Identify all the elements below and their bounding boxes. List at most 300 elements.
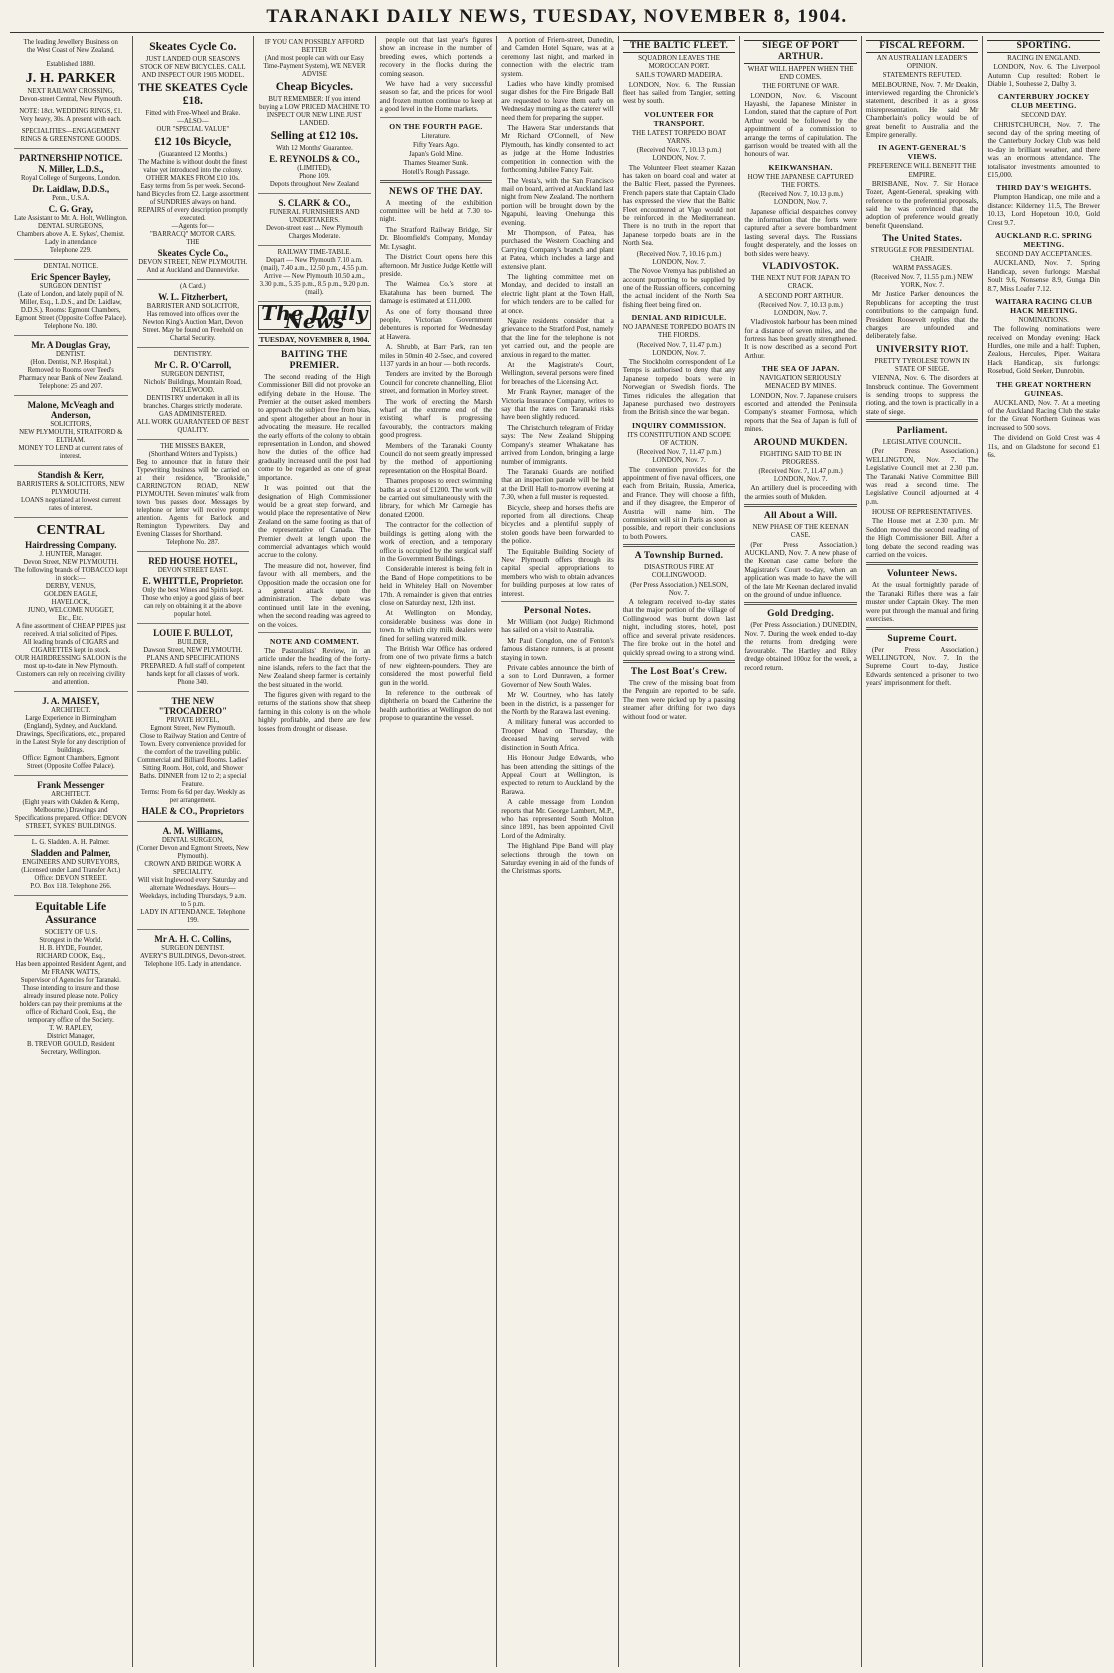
subheadline: STRUGGLE FOR PRESIDENTIAL CHAIR.: [870, 246, 974, 263]
divider: [258, 632, 371, 633]
divider: [744, 602, 857, 605]
ad-text: OUR HAIRDRESSING SALOON is the most up-to-date in New Plymouth.: [15, 655, 127, 670]
cable-paragraph: The convention provides for the appointment of five naval officers, one each from Britain, Russia, America, and France. They will choose a fifth, and if they disagree, the Emperor of Austria will name him. The commission will sit in Paris as soon as possible, and report their conclusions to both Powers.: [622, 465, 736, 541]
cable-paragraph: Mr Justice Parker denounces the Republicans for accepting the trust contributions to the campaign fund. President Roosevelt replies that the charges are unfounded and deliberately false.: [865, 290, 979, 341]
sport-paragraph: AUCKLAND, Nov. 7. Spring Handicap, seven furlongs: Marshal Soult 9.6, Nonsense 8.9, Gunga Din 8.7, Miss Loafer 7.12.: [987, 259, 1100, 293]
section-headline: ON THE FOURTH PAGE.: [389, 121, 483, 131]
subheadline: FIGHTING SAID TO BE IN PROGRESS.: [759, 449, 842, 466]
ad-text: NEW PLYMOUTH, STRATFORD & ELTHAM.: [19, 429, 123, 444]
cable-paragraph: Japanese official despatches convey the information that the forts were captured after a severe bombardment lasting several days. The Russians fought desperately, and the losses on both sides were heavy.: [744, 207, 857, 258]
ad-text: SPECIALITIES—ENGAGEMENT RINGS & GREENSTONE GOODS.: [20, 128, 121, 143]
subheadline: DISASTROUS FIRE AT COLLINGWOOD.: [644, 563, 715, 580]
news-paragraph: The Hawera Star understands that Mr Richard O'Connell, of New Plymouth, has kindly consented to act as judge at the Home Industries competition in connection with the forthcoming Jubilee Fancy Fair.: [501, 124, 614, 175]
subheadline: THE LATEST TORPEDO BOAT YARNS.: [631, 128, 727, 146]
ad-text: PLANS AND SPECIFICATIONS PREPARED. A full staff of competent hands kept for all classes of work.: [140, 655, 245, 678]
ad-text: ALL WORK GUARANTEED OF BEST QUALITY.: [136, 419, 249, 434]
ad-text: Etc., Etc.: [58, 615, 84, 622]
ad-reynolds: [258, 36, 371, 194]
cable-received: (Received Nov. 7, 11.47 p.m.) LONDON, Nov. 7.: [636, 340, 722, 357]
ad-text: (Guaranteed 12 Months.): [158, 151, 228, 158]
ad-name: RED HOUSE HOTEL,: [148, 556, 238, 566]
column-3: [253, 36, 375, 1667]
cable-paragraph: The Stockholm correspondent of Le Temps is authorised to deny that any Japanese torpedo boats were in Norwegian or Swedish fiords. The Times ridicules the allegation that Japanese purchased two destroyers from the British since the war began.: [622, 357, 736, 417]
ad-text: (Eight years with Oakden & Kemp, Melbourne.) Drawings and Specifications prepared. Office: DEVON STREET, SYKES' BUILDINGS.: [14, 799, 127, 830]
ad-text: L. G. Sladden. A. H. Palmer.: [31, 839, 110, 846]
subheadline: KEIKWANSHAN.: [768, 162, 833, 172]
ad-douglas-gray: [14, 336, 128, 396]
cable-received: (Received Nov. 7, 11.55 p.m.) NEW YORK, Nov. 7.: [871, 272, 974, 290]
ad-text: Established 1880.: [46, 61, 95, 68]
personal-paragraph: Mr Paul Congdon, one of Fenton's famous distance runners, is at present staying in town.: [501, 636, 614, 662]
subheadline: NOMINATIONS.: [1018, 315, 1069, 324]
ad-text: SOLICITORS,: [50, 421, 92, 428]
ad-bayley: [14, 260, 128, 336]
section-headline: UNIVERSITY RIOT.: [875, 344, 969, 355]
ad-text: GAS ADMINISTERED.: [159, 411, 227, 418]
subheadline: RACING IN ENGLAND.: [1007, 54, 1081, 62]
ad-name: W. L. Fitzherbert,: [158, 292, 228, 302]
editorial-paragraph: The second reading of the High Commissioner Bill did not provoke an edifying debate in the House. The Premier at the outset asked members to approach the subject free from bias, and spent altogether about an hour in advocating the measure. He recalled the early efforts of the colony to obtain representation in London, and showed how the duties of the office had gradually increased until the post had come to be regarded as one of great importance.: [258, 372, 371, 482]
personal-paragraph: A military funeral was accorded to Trooper Mead on Thursday, the deceased having served with distinction in South Africa.: [501, 718, 614, 752]
news-paragraph: The Vesta's, with the San Francisco mail on board, arrived at Auckland last night from New Zealand. The northern portion will be brought down by the Ngapuhi, leaving Onehunga this evening.: [501, 176, 614, 227]
ad-skeates: [137, 36, 250, 280]
subheadline: A SECOND PORT ARTHUR.: [758, 291, 844, 300]
ad-text: DENTAL NOTICE.: [43, 263, 99, 270]
ad-malone: [14, 396, 128, 466]
subheadline: SQUADRON LEAVES THE MOROCCAN PORT.: [638, 54, 720, 71]
ad-standish: [14, 466, 128, 518]
ad-text: Devon-street east ... New Plymouth: [265, 225, 363, 232]
personal-paragraph: Mr William (not Judge) Richmond has sailed on a visit to Australia.: [501, 618, 614, 635]
ad-title: PARTNERSHIP NOTICE.: [19, 153, 123, 163]
ad-text: THE MISSES BAKER,: [160, 443, 226, 450]
ad-text: ENGINEERS AND SURVEYORS,: [22, 859, 120, 866]
personal-paragraph: Private cables announce the birth of a son to Lord Dunraven, a former Governor of New South Wales.: [501, 664, 614, 689]
ad-text: Telephone 105. Lady in attendance.: [144, 961, 242, 968]
ad-text: H. B. HYDE, Founder,: [39, 945, 103, 952]
subheadline: STATEMENTS REFUTED.: [882, 71, 962, 80]
ad-text: Easy terms from 5s per week. Second-hand Bicycles from £2. Large assortment of SUNDRIES always on hand. REPAIRS of every description promptly executed.: [136, 183, 249, 222]
cable-received: (Received Nov. 7, 10.16 p.m.) LONDON, Nov. 7.: [636, 249, 722, 266]
ad-name: Malone, McVeagh and Anderson,: [27, 400, 114, 420]
divider: [866, 562, 979, 565]
subheadline: DENIAL AND RIDICULE.: [631, 313, 727, 323]
personal-paragraph: A cable message from London reports that Mr. George Lambert, M.P., who has represented South Molton since 1891, has been appointed Civil Lord of the Admiralty.: [501, 798, 614, 840]
ad-text: MONEY TO LEND at current rates of interest.: [18, 445, 123, 460]
ad-text: ARCHITECT.: [51, 707, 91, 714]
timetable-depart: Depart — New Plymouth 7.10 a.m. (mail), 7.40 a.m., 12.50 p.m., 4.55 p.m.: [260, 257, 368, 272]
ad-text: FUNERAL FURNISHERS AND UNDERTAKERS.: [269, 209, 360, 224]
news-paragraph: Considerable interest is being felt in the Band of Hope competitions to be held in Whiteley Hall on November 17th. A remainder is given that entries close on Saturday next, 12th inst.: [379, 565, 493, 607]
ad-text: SURGEON DENTIST: [39, 283, 102, 290]
section-headline: Personal Notes.: [523, 606, 592, 616]
editorial-headline: BAITING THE PREMIER.: [281, 349, 348, 371]
cable-paragraph: VIENNA, Nov. 6. The disorders at Innsbruck continue. The Government is sending troops to suppress the rioting, and the town is practically in a state of siege.: [865, 374, 979, 416]
ad-text: BUT REMEMBER: If you intend buying a LOW PRICED MACHINE TO INSPECT OUR NEW LINE JUST LANDED.: [259, 96, 370, 127]
article-paragraph: A telegram received to-day states that the major portion of the village of Collingwood was burnt down last night, including stores, hotel, post office and several private residences. The fire broke out in the hotel and quickly spread owing to a strong wind.: [622, 598, 736, 657]
section-headline: Gold Dredging.: [767, 609, 835, 620]
news-paragraph: At Wellington on Monday, considerable business was done in town. In which city milk dealers were fined for selling watered milk.: [379, 609, 493, 643]
sport-paragraph: The following nominations were received on Monday evening: Hack Hurdles, one mile and a half: Tuphen, Zealous, Hercules, Piper. Waitara Hack Handicap, six furlongs: Rosebud, Gold Seeker, Dunrobin.: [987, 325, 1100, 376]
news-paragraph: As one of forty thousand three people, Victorian Government debentures is reported for Wednesday at Hawera.: [379, 307, 493, 341]
ad-name: C. G. Gray,: [48, 204, 93, 214]
cable-paragraph: The Novoe Vremya has published an account purporting to be supplied by one of the Russian officers, concerning the actual incident of the North Sea fishing fleet being fired on.: [622, 267, 736, 309]
ad-text: BARRISTERS & SOLICITORS, NEW PLYMOUTH.: [16, 481, 125, 496]
ad-maisey: [14, 692, 128, 776]
ad-text: T. W. RAPLEY,: [49, 1025, 93, 1032]
ad-name: J. A. MAISEY,: [42, 696, 100, 706]
news-paragraph: Thames proposes to erect swimming baths at a cost of £1200. The work will be carried out simultaneously with the library, for which Mr Carnegie has donated £2000.: [379, 477, 493, 519]
ad-title: Cheap Bicycles.: [275, 81, 354, 93]
ad-text: Telephone 229.: [49, 247, 92, 254]
subheadline: NAVIGATION SERIOUSLY MENACED BY MINES.: [759, 374, 842, 391]
ad-text: Customers can rely on receiving civility and attention.: [16, 671, 126, 686]
ad-text: DENTISTRY undertaken in all its branches. Charges strictly moderate.: [143, 395, 243, 410]
ad-name: Hairdressing Company.: [25, 540, 117, 550]
ad-text: A fine assortment of CHEAP PIPES just received. A trial solicited of Pipes.: [15, 623, 126, 638]
news-paragraph: Mr Frank Rayner, manager of the Victoria Insurance Company, writes to say that the rates on Taranaki risks have been slightly reduced.: [501, 388, 614, 422]
article-paragraph: (Per Press Association.) DUNEDIN, Nov. 7. During the week ended to-day the returns from dredging were favourable. The Hartley and Riley dredge obtained 100oz for the week, a record return.: [744, 621, 857, 672]
section-headline: The United States.: [882, 234, 963, 245]
editorial-paragraph: The measure did not, however, find favour with all members, and the Opposition made the occasion one for a general attack upon the administration. The debate was continued until late in the evening, when the second reading was agreed to on the voices.: [258, 561, 371, 629]
columns: [10, 36, 1104, 1667]
divider: [380, 180, 493, 183]
ad-carroll: [137, 348, 250, 440]
ad-text: Egmont Street, New Plymouth.: [150, 725, 236, 732]
subheadline: HOW THE JAPANESE CAPTURED THE FORTS.: [747, 172, 854, 190]
subheadline: WAITARA RACING CLUB HACK MEETING.: [995, 296, 1093, 315]
ad-text: JUST LANDED OUR SEASON'S STOCK OF NEW BICYCLES. CALL AND INSPECT OUR 1905 MODEL.: [140, 56, 246, 79]
ad-text: THE: [186, 239, 200, 246]
contents-item: Japan's Gold Mine.: [408, 150, 463, 159]
ad-collins: [137, 930, 250, 973]
news-paragraph: In reference to the outbreak of diphtheria on board the Catherine the health authorities at Wellington do not propose to quarantine the vessel.: [379, 689, 493, 723]
masthead-rule: [10, 32, 1104, 33]
ad-text: With 12 Months' Guarantee.: [275, 145, 353, 152]
section-headline: VLADIVOSTOK.: [762, 262, 840, 273]
ad-text: District Manager,: [46, 1033, 95, 1040]
ad-text: (A Card.): [179, 283, 206, 290]
news-paragraph: A meeting of the exhibition committee will be held at 7.30 to-night.: [379, 198, 493, 224]
ad-text: IF YOU CAN POSSIBLY AFFORD BETTER: [264, 39, 365, 54]
article-paragraph: (Per Press Association.) AUCKLAND, Nov. 7. A new phase of the Keenan case came before the Magistrate's Court to-day, when an application was made to have the will of the late Mr Keenan declared invalid on the ground of undue influence.: [744, 540, 857, 600]
article-paragraph: people out that last year's figures show an increase in the number of breeding ewes, which portends a recovery in the flocks during the coming season.: [379, 36, 493, 78]
sport-paragraph: CHRISTCHURCH, Nov. 7. The second day of the spring meeting of the Canterbury Jockey Club was held to-day in brilliant weather, and there was an enormous attendance. The totalisator investments amounted to £15,000.: [987, 120, 1100, 180]
subheadline: THE NEXT NUT FOR JAPAN TO CRACK.: [751, 274, 851, 291]
column-1: [10, 36, 132, 1667]
ad-name: LOUIE F. BULLOT,: [153, 628, 233, 638]
ad-text: The leading Jewellery Business on: [23, 39, 118, 46]
ad-text: SURGEON DENTIST.: [161, 945, 225, 952]
news-paragraph: The work of erecting the Marsh wharf at the extreme end of the existing wharf is progressing favourably, the contractors making good progress.: [379, 397, 493, 440]
masthead: TARANAKI DAILY NEWS, TUESDAY, NOVEMBER 8, 1904.: [266, 6, 848, 27]
ad-bullot: [137, 624, 250, 692]
subheadline: LEGISLATIVE COUNCIL.: [882, 438, 962, 447]
ad-name: Frank Messenger: [37, 780, 105, 790]
article-paragraph: The crew of the missing boat from the Penguin are reported to be safe. The men were picked up by a passing steamer after drifting for two days without food or water.: [622, 678, 736, 721]
cable-paragraph: LONDON, Nov. 6. The Russian fleet has sailed from Tangier, setting west by south.: [622, 80, 736, 106]
ad-text: Telephone No. 287.: [166, 539, 220, 546]
subheadline: THE FORTUNE OF WAR.: [762, 82, 840, 91]
news-paragraph: The lighting committee met on Monday, and decided to install an electric light plant at the Town Hall, for which tenders are to be called for at once.: [501, 272, 614, 315]
divider: [623, 544, 736, 547]
news-paragraph: The British War Office has ordered from one of two private firms a batch of new eighteen-pounders. They are considered the most powerful field gun in the world.: [379, 644, 493, 687]
subheadline: IN AGENT-GENERAL'S VIEWS.: [878, 143, 967, 162]
subheadline: WHAT WILL HAPPEN WHEN THE END COMES.: [747, 65, 854, 82]
cable-received: (Received Nov. 7, 11.47 p.m.) LONDON, Nov. 7.: [636, 448, 722, 465]
ad-text: BUILDER,: [177, 639, 209, 646]
section-headline: Supreme Court.: [887, 633, 957, 644]
ad-text: Terms: From 6s 6d per day. Weekly as per arrangement.: [140, 789, 245, 804]
ad-text: (Corner Devon and Egmont Streets, New Plymouth).: [136, 845, 249, 860]
subheadline: AN AUSTRALIAN LEADER'S OPINION.: [876, 54, 968, 71]
ad-name: HALE & CO., Proprietors: [141, 806, 244, 816]
ad-text: OUR "SPECIAL VALUE": [156, 126, 230, 133]
cable-paragraph: An artillery duel is proceeding with the armies south of Mukden.: [744, 484, 857, 501]
ad-text: "BARRACQ" MOTOR CARS.: [149, 231, 236, 238]
article-paragraph: At the usual fortnightly parade of the Taranaki Rifles there was a fair muster under Captain Okey. The men were put through the manual and firing exercises.: [865, 581, 979, 624]
ad-text: Removed to Rooms over Teed's Pharmacy near Bank of New Zealand.: [18, 367, 123, 382]
news-paragraph: The Christchurch telegram of Friday says: The New Zealand Shipping Company's steamer Whakatane has arrived from London, bringing a large number of immigrants.: [501, 423, 614, 466]
ad-text: Has been appointed Resident Agent, and: [15, 961, 126, 968]
ad-text: Office: Egmont Chambers, Egmont Street (Opposite Coffee Palace).: [22, 755, 120, 770]
contents-item: Fifty Years Ago.: [412, 140, 459, 149]
ad-text: LOANS negotiated at lowest current rates of interest.: [20, 497, 121, 512]
ad-text: OTHER MAKES FROM £10 10s.: [145, 175, 240, 182]
cable-paragraph: LONDON, Nov. 6. Viscount Hayashi, the Japanese Minister in London, stated that the capture of Port Arthur would be followed by the appointment of a commission to arrange the terms of capitulation. The garrison would be treated with all the honours of war.: [744, 91, 857, 159]
ad-text: HAVELOCK,: [51, 599, 90, 606]
ad-name: Dr. Laidlaw, D.D.S.,: [32, 184, 110, 194]
ad-title: Equitable Life Assurance: [35, 901, 107, 926]
section-headline: All About a Will.: [763, 511, 838, 522]
ad-text: Strongest in the World.: [39, 937, 103, 944]
ad-name: S. CLARK & CO.,: [278, 198, 351, 208]
ad-text: The Machine is without doubt the finest value yet introduced into the colony.: [138, 159, 248, 174]
ad-text: SOCIETY OF U.S.: [44, 929, 98, 936]
cable-paragraph: The Volunteer Fleet steamer Kazan has taken on board coal and water at the Baltic Fleet, passed the Pyrenees. French papers state that Captain Clado has expressed the view that the Baltic Fleet encountered at Vigo would not be reinforced in the Mediterranean. There is no truth in the report that Japanese torpedo boats are in the North Sea.: [622, 163, 736, 248]
dateline: TUESDAY, NOVEMBER 8, 1904.: [259, 334, 370, 344]
divider: [501, 601, 614, 602]
ad-text: (And most people can with our Easy Time-Payment System), WE NEVER ADVISE: [263, 55, 366, 78]
sport-paragraph: Plumpton Handicap, one mile and a distance: Kilderney 11.5, The Brewer 10.13, Lord Hopetoun 10.0, Gold Crest 9.7.: [987, 193, 1100, 227]
ad-text: DEVON STREET EAST.: [157, 567, 228, 574]
column-8: [861, 36, 983, 1667]
ad-text: Close to Railway Station and Centre of Town. Every convenience provided for the comfort of the travelling public. Commercial and Billiard Rooms. Ladies' Sitting Room. Hot, cold, and Shower Baths. DINNER from 12 to 2; a special Feature.: [137, 733, 249, 788]
ad-text: RICHARD COOK, Esq.,: [36, 953, 106, 960]
ad-text: Beg to announce that in future their Typewriting business will be carried on at their residence, "Brookside," CARRINGTON ROAD, NEW PLYMOUTH. Seven minutes' walk from town 'bus passes door. Messages by telephone or letter will receive prompt attention. Agents for Barlock and Remington Typewriters. Day and Evening Classes for Shorthand.: [136, 459, 250, 538]
timetable-title: RAILWAY TIME-TABLE.: [277, 249, 352, 256]
nameplate-title: The Daily News: [261, 301, 368, 334]
ad-name: THE NEW "TROCADERO": [158, 696, 228, 716]
ad-text: the West Coast of New Zealand.: [26, 47, 115, 54]
ad-fitzherbert: [137, 280, 250, 348]
cable-received: (Received Nov. 7, 10.13 p.m.) LONDON, Nov. 7.: [636, 146, 722, 163]
ad-messenger: [14, 776, 128, 836]
ad-title: Skeates Cycle Co.: [149, 41, 237, 53]
divider: [866, 419, 979, 422]
ad-text: PRIVATE HOTEL,: [166, 717, 220, 724]
personal-paragraph: The Highland Pipe Band will play selections through the town on Saturday evening in aid of the funds of the Christmas sports.: [501, 842, 614, 876]
ad-name: Mr A. H. C. Collins,: [154, 934, 232, 944]
subheadline: THE SEA OF JAPAN.: [761, 364, 840, 374]
subheadline: CANTERBURY JOCKEY CLUB MEETING.: [997, 92, 1090, 111]
news-paragraph: At the Magistrate's Court, Wellington, several persons were fined for breaches of the Licensing Act.: [501, 361, 614, 386]
section-headline: NEWS OF THE DAY.: [389, 186, 483, 197]
news-paragraph: Members of the Taranaki County Council do not seem greatly impressed by the method of apportioning representation on the Hospital Board.: [379, 441, 493, 475]
sport-paragraph: LONDON, Nov. 6. The Liverpool Autumn Cup resulted: Robert le Diable 1, Souhesse 2, Dalby 3.: [987, 63, 1100, 89]
subheadline: HOUSE OF REPRESENTATIVES.: [871, 508, 973, 517]
sport-paragraph: The dividend on Gold Crest was 4 11s, and on Gladstone for second £1 6s.: [987, 434, 1100, 459]
ad-name: Sladden and Palmer,: [31, 848, 111, 858]
cable-received: (Received Nov. 7, 11.47 p.m.) LONDON, Nov. 7.: [758, 467, 843, 484]
ad-text: —ALSO—: [177, 118, 209, 125]
contents-item: Thames Steamer Sunk.: [403, 159, 469, 168]
ad-text: (Licensed under Land Transfer Act.) Office: DEVON STREET.: [21, 867, 121, 882]
railway-timetable: [258, 246, 371, 302]
ad-text: NEXT RAILWAY CROSSING,: [27, 88, 115, 95]
news-paragraph: The contractor for the collection of buildings is getting along with the work of erection, and a temporary office is occupied by the surgical staff in the Government Buildings.: [379, 521, 493, 563]
ad-text: Phone 109.: [299, 173, 330, 180]
cable-paragraph: MELBOURNE, Nov. 7. Mr Deakin, interviewed regarding the Chronicle's statement, described it as a gross misrepresentation. He said Mr Chamberlain's policy would be of great benefit to Australia and the Empire generally.: [865, 80, 979, 140]
section-headline: Volunteer News.: [886, 569, 958, 580]
column-4: [375, 36, 497, 1667]
news-paragraph: The District Court opens here this afternoon. Mr Justice Judge Kettle will preside.: [379, 253, 493, 278]
ad-text: (Late of London, and lately pupil of N. Miller, Esq., L.D.S., and Dr. Laidlaw, D.D.S.). Rooms: Egmont Chambers, Egmont Street (Opposite Coffee Palace).: [15, 291, 127, 322]
subheadline: WARM PASSAGES.: [892, 263, 952, 272]
cable-paragraph: BRISBANE, Nov. 7. Sir Horace Tozer, Agent-General, speaking with reference to the preferential proposals, said he was convinced that the adoption of preference would greatly benefit Queensland.: [865, 179, 979, 230]
ad-text: Those intending to insure and those already insured please note. Policy holders can pay their premiums at the office of Richard Cook, Esq., the temporary office of the Society.: [19, 985, 122, 1024]
editorial-paragraph: It was pointed out that the designation of High Commissioner would be a great step forward, and would place the representative of New Zealand on the same footing as that of the representative of Canada. The Premier dwelt at length upon the commercial advantages which would accrue to the colony.: [258, 484, 371, 560]
subheadline: PRETTY TYROLESE TOWN IN STATE OF SIEGE.: [874, 356, 970, 373]
section-headline: SPORTING.: [987, 40, 1100, 53]
ad-name: A. M. Williams,: [162, 826, 224, 836]
ad-text: B. TREVOR GOULD, Resident Secretary, Wellington.: [26, 1041, 115, 1056]
subheadline: SECOND DAY.: [1021, 111, 1067, 120]
ad-text: —Agents for—: [171, 223, 215, 230]
ad-text: Depots throughout New Zealand: [269, 181, 359, 188]
ad-text: Dawson Street, NEW PLYMOUTH.: [143, 647, 243, 654]
ad-text: J. HUNTER, Manager.: [39, 551, 103, 558]
section-headline: NOTE AND COMMENT.: [269, 637, 359, 646]
ad-central-hairdressing: [14, 518, 128, 692]
ad-text: BARRISTER AND SOLICITOR,: [146, 303, 239, 310]
ad-title: J. H. PARKER: [25, 71, 116, 86]
subheadline: AUCKLAND R.C. SPRING MEETING.: [995, 231, 1093, 250]
subheadline: INQUIRY COMMISSION.: [631, 420, 727, 430]
subheadline: THE GREAT NORTHERN GUINEAS.: [996, 379, 1092, 398]
ad-text: Only the best Wines and Spirits kept. Those who enjoy a good glass of beer can rely on obtaining it at the above popular hotel.: [141, 587, 245, 618]
ad-clark: [258, 194, 371, 246]
ad-text: Devon Street, NEW PLYMOUTH.: [23, 559, 119, 566]
subheadline: SAILS TOWARD MADEIRA.: [635, 71, 723, 80]
news-paragraph: Tenders are invited by the Borough Council for concrete channelling, Eliot street, and formation in Morley street.: [379, 370, 493, 396]
ad-text: JUNO, WELCOME NUGGET,: [27, 607, 114, 614]
column-6: [618, 36, 740, 1667]
contents-item: Hotell's Rough Passage.: [402, 168, 470, 177]
ad-text: CROWN AND BRIDGE WORK A SPECIALITY.: [144, 861, 242, 876]
news-paragraph: Ngaire residents consider that a grievance to the Stratford Post, namely that the line for the telephone is not yet carried out, and the people are anxious in regard to the matter.: [501, 317, 614, 359]
ad-text: ARCHITECT.: [51, 791, 91, 798]
divider: [380, 117, 493, 118]
ad-name: E. WHITTLE, Proprietor.: [142, 576, 244, 586]
ad-williams: [137, 822, 250, 930]
ad-baker: [137, 440, 250, 552]
article-paragraph: The figures given with regard to the returns of the stations show that sheep farming in this colony is on the whole highly profitable, and there are few losses from drought or disease.: [258, 691, 371, 733]
ad-text: DENTIST.: [56, 351, 86, 358]
section-headline: A Township Burned.: [634, 551, 724, 562]
section-headline: Parliament.: [896, 426, 948, 437]
ad-text: (LIMITED),: [297, 165, 332, 172]
ad-sladden: [14, 836, 128, 896]
ad-text: DENTISTRY.: [173, 351, 212, 358]
ad-text: Devon-street Central, New Plymouth.: [19, 96, 123, 103]
news-paragraph: The Taranaki Guards are notified that an inspection parade will be held at the Drill Hall to-morrow evening at 7.30, when a full muster is requested.: [501, 467, 614, 502]
subheadline: VOLUNTEER FOR TRANSPORT.: [644, 109, 714, 128]
ad-name: E. REYNOLDS & CO.,: [269, 154, 360, 164]
ad-name: N. Miller, L.D.S.,: [38, 164, 104, 174]
ad-equitable: [14, 896, 128, 1061]
article-paragraph: The House met at 2.30 p.m. Mr Seddon moved the second reading of the High Commissioner Bill. After a long debate the second reading was carried on the voices.: [865, 517, 979, 560]
subheadline: THIRD DAY'S WEIGHTS.: [996, 183, 1092, 193]
ad-text: Penn., U.S.A.: [52, 195, 90, 202]
ad-text: (Hon. Dentist, N.P. Hospital.): [30, 359, 111, 366]
divider: [866, 627, 979, 630]
ad-text: Lady in attendance: [44, 239, 97, 246]
ad-text: GOLDEN EAGLE,: [43, 591, 98, 598]
subheadline: NEW PHASE OF THE KEENAN CASE.: [752, 523, 849, 540]
ad-text: NOTE: 18ct. WEDDING RINGS, £1. Very heavy, 30s. A present with each.: [19, 108, 123, 123]
sport-paragraph: AUCKLAND, Nov. 7. At a meeting of the Auckland Racing Club the stake for the Great Northern Guineas was increased to 500 sovs.: [987, 398, 1100, 432]
divider: [623, 660, 736, 663]
ad-text: DERBY, VENUS,: [45, 583, 96, 590]
ad-text: LADY IN ATTENDANCE. Telephone 199.: [140, 909, 246, 924]
cable-received: (Received Nov. 7, 10.13 p.m.) LONDON, Nov. 7.: [758, 300, 843, 317]
news-paragraph: Bicycle, sheep and horses thefts are reported from all directions. Cheap bicycles and a plentiful supply of stolen goods have been forwarded to the police.: [501, 503, 614, 546]
ad-name: Eric Spencer Bayley,: [30, 272, 111, 282]
ad-text: Mr FRANK WATTS,: [41, 969, 100, 976]
ad-name: Standish & Kerr,: [37, 470, 104, 480]
nameplate: [258, 301, 371, 334]
ad-red-house: [137, 552, 250, 624]
ad-text: The following brands of TOBACCO kept in stock:—: [14, 567, 128, 582]
ad-text: Nichols' Buildings, Mountain Road, INGLEWOOD.: [143, 379, 242, 394]
ad-text: Telephone No. 180.: [44, 323, 98, 330]
ad-title: CENTRAL: [36, 523, 105, 538]
news-paragraph: Mr Thompson, of Patea, has purchased the Western Coaching and Carrying Company's branch and plant at Patea, which includes a large and extensive plant.: [501, 228, 614, 271]
column-7: [739, 36, 861, 1667]
news-paragraph: A portion of Friern-street, Dunedin, and Camden Hotel Square, was at a ceremony last night, and marked in connection with the electric tram system.: [501, 36, 614, 78]
column-9: [982, 36, 1104, 1667]
ad-name: Mr. A Douglas Gray,: [31, 340, 111, 350]
ad-text: DENTAL SURGEON,: [161, 837, 224, 844]
news-paragraph: The Waimea Co.'s store at Ekatahuna has been burned. The damage is estimated at £11,000.: [379, 280, 493, 306]
news-paragraph: The Equitable Building Society of New Plymouth offers through its capital special appropriations to members who wish to obtain advances for building purposes at low rates of interest.: [501, 547, 614, 598]
ad-text: Phone 340.: [177, 679, 209, 686]
cable-paragraph: Vladivostok harbour has been mined for a distance of seven miles, and the fortress has been greatly strengthened. It is now described as a second Port Arthur.: [744, 318, 857, 360]
section-headline: THE BALTIC FLEET.: [623, 40, 736, 53]
cable-paragraph: LONDON, Nov. 7. Japanese cruisers escorted and attended the Peninsula Company's steamer Formosa, which reports that the Sea of Japan is full of mines.: [744, 391, 857, 434]
ad-name: Mr C. R. O'Carroll,: [154, 360, 232, 370]
ad-text: Large Experience in Birmingham (England), Sydney, and Auckland. Drawings, Specifications, etc., prepared in the Latest Style for any description of buildings.: [15, 715, 126, 754]
personal-paragraph: Mr W. Courtney, who has lately been in the district, is a passenger for the North by the Rarawa last evening.: [501, 691, 614, 717]
personal-paragraph: His Honour Judge Edwards, who has been attending the sittings of the Appeal Court at Wellington, is expected to return to Auckland by the Rarawa.: [501, 754, 614, 796]
news-paragraph: The Stratford Railway Bridge, Sir Dr. Bloomfield's Company, Monday Mr. Lysaght.: [379, 225, 493, 251]
article-paragraph: (Per Press Association.) WELLINGTON, Nov. 7. The Legislative Council met at 2.30 p.m. The Taranaki Native Committee Bill was read a second time. The Legislative Council adjourned at 4 p.m.: [865, 447, 979, 506]
ad-text: All leading brands of CIGARS and CIGARETTES kept in stock.: [22, 639, 119, 654]
ad-parker: [14, 36, 128, 149]
ad-text: Charges Moderate.: [288, 233, 341, 240]
ad-trocadero: [137, 692, 250, 822]
